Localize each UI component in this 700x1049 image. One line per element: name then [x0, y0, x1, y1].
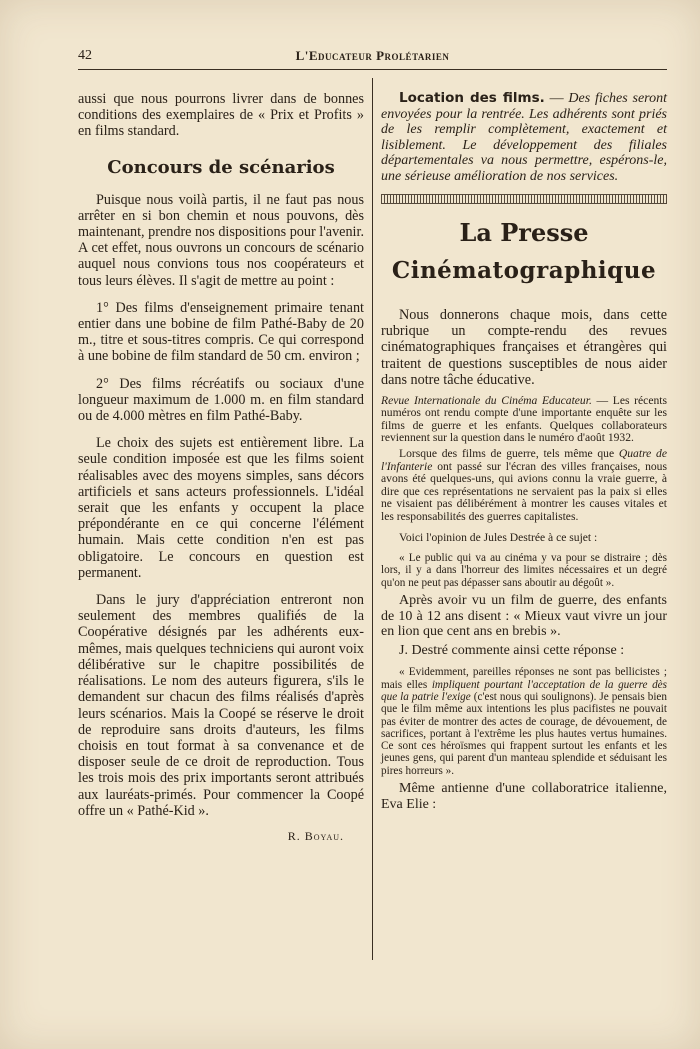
right-column — [381, 91, 667, 812]
closing-paragraph: Même antienne d'une collaboratrice italienne, Eva Elie : — [381, 781, 667, 812]
masthead-line-1: La Presse — [459, 217, 589, 247]
evid-pre: « Evidemment, pareilles réponses ne sont pas bellicistes ; mais elles — [381, 666, 667, 691]
column-divider — [372, 78, 373, 960]
location-body: Des fiches seront envoyées pour la rentrée. Les adhérents sont priés de les remplir complètement, exactement et lisiblement. Le développement des filiales départementales va nous permettre, espérons-le, une sérieuse amélioration de nos services. — [381, 91, 667, 184]
page-number: 42 — [78, 48, 92, 63]
war-pre: Lorsque des films de guerre, tels même que — [399, 446, 619, 460]
war-films-paragraph — [381, 448, 667, 524]
location-title: Location des films. — [399, 90, 545, 106]
war-film-title: Quatre de l'Infanterie — [381, 446, 667, 473]
paragraph-jury: Dans le jury d'appréciation entreront non seulement des membres qualifiés de la Coopérative désignés par les adhérents eux-mêmes, mais quelques techniciens qui auront voix délibérative sur le chapitre possibilités de réalisations. Le nom des auteurs figurera, s'ils le demandent sur chacun des films réalisés d'après leurs scénarios. Mais la Coopé se réserve le droit de reproduire sans droits d'auteurs, les films choisis en tout format à sa convenance et de disposer seule de ce droit de reproduction. Tous les trois mois des prix importants seront attribués aux lauréats-primés. Pour commencer la Coopé offre un « Pathé-Kid ». — [78, 592, 364, 819]
rubric-intro: Nous donnerons chaque mois, dans cette rubrique un compte-rendu des revues cinématographiques françaises et étrangères qui traitent de questions susceptibles de nous aider dans notre tâche éducative. — [381, 306, 667, 389]
evidemment-quote — [381, 666, 667, 777]
location-notice — [381, 91, 667, 185]
destree-quote: « Le public qui va au cinéma y va pour se distraire ; dès lors, il y a dans l'horreur des limites nécessaires et un degré qu'on ne peut pas dépasser sans aboutir au dégoût ». — [381, 552, 667, 589]
section-masthead — [381, 214, 667, 290]
paragraph-item-2: 2° Des films récréatifs ou sociaux d'une longueur maximum de 1.000 m. en film standard ou de 4.000 mètres en film Pathé-Baby. — [78, 375, 364, 425]
left-column — [78, 91, 364, 844]
children-paragraph: Après avoir vu un film de guerre, des enfants de 10 à 12 ans disent : « Mieux vaut vivre un jour en lion que cent ans en brebis ». — [381, 593, 667, 640]
masthead-line-2: Cinématographique — [391, 256, 657, 284]
author-signature: R. Boyau. — [287, 828, 344, 843]
evid-post: (c'est nous qui soulignons). Je pensais bien que le film même aux intentions les plus pacifistes ne pouvait pas éviter de montrer des actes de courage, de dévouement, de sacrifices, portant à l'extrême les plus hautes vertus humaines. Ce sont ces héroïsmes qui frappent surtout les enfants et les jeunes gens, qui parent d'un manteau splendide et séduisant les pires horreurs ». — [381, 690, 667, 777]
running-title: L'Educateur Prolétarien — [295, 48, 450, 63]
location-dash: — — [544, 91, 569, 106]
paragraph-item-1: 1° Des films d'enseignement primaire tenant entier dans une bobine de film Pathé-Baby de 20 m., titre et sous-titres compris. Ce qui correspond à une bobine de film standard de 50 cm. environ ; — [78, 299, 364, 365]
page-header — [78, 47, 667, 70]
revue-body: — Les récents numéros ont rendu compte d'une importante enquête sur les films de guerre et les enfants. Quelques collaborateurs reviennent sur la question dans le numéro d'août 1932. — [381, 393, 667, 445]
paragraph-choice: Le choix des sujets est entièrement libre. La seule condition imposée est que les films soient réalisables avec des moyens simples, sans décors artificiels et sans acteurs professionnels. L'idéal serait que les enfants y occupent la place prépondérante en ce qui concerne l'élément humain. Mais cette condition n'en est pas obligatoire. Le concours en question est permanent. — [78, 435, 364, 581]
paragraph-intro: Puisque nous voilà partis, il ne faut pas nous arrêter en si bon chemin et nous pouvons, dès maintenant, prendre nos dispositions pour l'avenir. A cet effet, nous ouvrons un concours de scénario auquel nous convions tous nos coopérateurs et tous leurs élèves. Il s'agit de mettre au point : — [78, 191, 364, 289]
war-post: ont passé sur l'écran des villes françaises, nous avons été quelques-uns, qui avions connu la vraie guerre, à dire que ces représentations ne servaient pas la paix si elles ne visaient pas délibérément à montrer les causes vitales et les responsabilités des guerres capitalistes. — [381, 459, 667, 523]
revue-title: Revue Internationale du Cinéma Educateur. — [381, 393, 592, 407]
section-heading-concours: Concours de scénarios — [107, 156, 335, 178]
destree-intro: Voici l'opinion de Jules Destrée à ce sujet : — [399, 530, 598, 544]
revue-paragraph — [381, 395, 667, 445]
comment-paragraph: J. Destré commente ainsi cette réponse : — [399, 642, 625, 658]
continued-paragraph: aussi que nous pourrons livrer dans de bonnes conditions des exemplaires de « Prix et Profits » en films standard. — [78, 91, 364, 140]
evid-italic: impliquent pourtant l'acceptation de la guerre dès que la patrie l'exige — [381, 678, 667, 703]
ornamental-rule — [381, 194, 667, 204]
